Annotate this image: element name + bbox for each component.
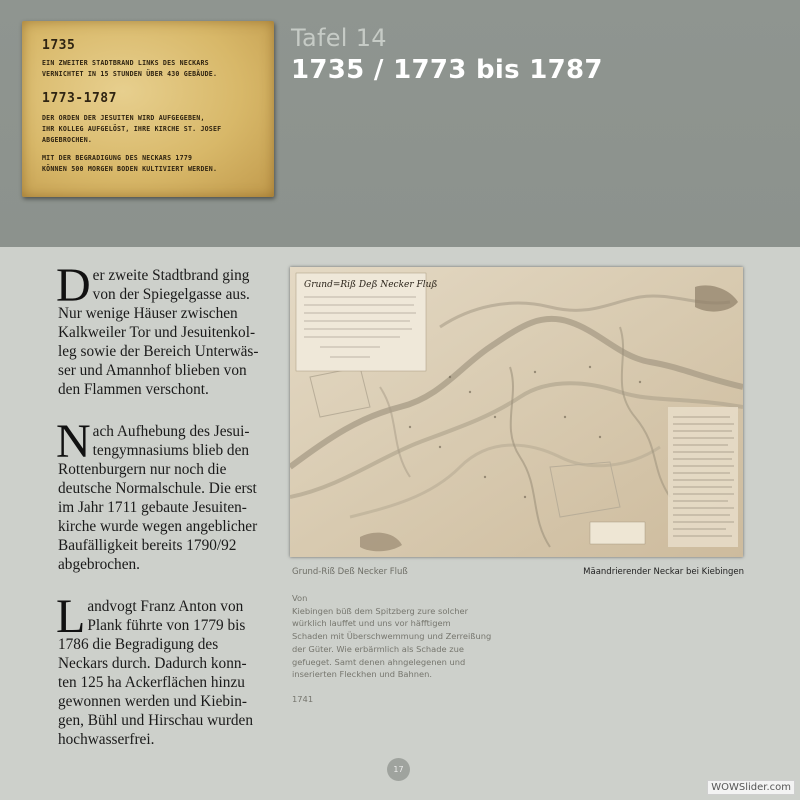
quote-line: Kiebingen büß dem Spitzberg zure solcher	[292, 605, 469, 616]
plaque-line: ABGEBROCHEN.	[42, 136, 93, 144]
plaque-year-1735: 1735	[42, 38, 76, 53]
plaque-line: EIN ZWEITER STADTBRAND LINKS DES NECKARS	[42, 59, 209, 67]
plaque-line: IHR KOLLEG AUFGELÖST, IHRE KIRCHE ST. JOSEF	[42, 125, 222, 133]
text-line: Plank führte von 1779 bis	[87, 617, 246, 634]
quote-line: würklich lauffet und uns vor häfftigem	[292, 618, 451, 629]
page-title: 1735 / 1773 bis 1787	[291, 55, 603, 85]
plaque-line: KÖNNEN 500 MORGEN BODEN KULTIVIERT WERDEN.	[42, 165, 218, 173]
quote-line: Schaden mit Überschwemmung und Zerreißung	[292, 631, 492, 642]
map-caption-left: Grund-Riß Deß Necker Fluß	[292, 567, 408, 577]
text-line: gen, Bühl und Hirschau wurden	[58, 712, 253, 729]
plaque-line: DER ORDEN DER JESUITEN WIRD AUFGEGEBEN,	[42, 114, 205, 122]
text-line: Neckars durch. Dadurch konn-	[58, 655, 247, 672]
text-line: kirche wurde wegen angeblicher	[58, 518, 258, 535]
text-line: andvogt Franz Anton von	[87, 598, 244, 615]
text-line: Kalkweiler Tor und Jesuitenkol-	[58, 324, 256, 341]
text-line: deutsche Normalschule. Die erst	[58, 480, 257, 497]
text-line: Nur wenige Häuser zwischen	[58, 305, 238, 322]
text-line: er zweite Stadtbrand ging	[92, 267, 250, 284]
plaque-year-1773: 1773-1787	[42, 91, 117, 106]
drop-cap: D	[56, 259, 91, 312]
text-line: tengymnasiums blieb den	[92, 442, 250, 459]
paragraph-jesuiten	[56, 415, 280, 574]
text-line: abgebrochen.	[58, 556, 140, 573]
paragraph-stadtbrand	[56, 259, 280, 399]
text-line: hochwasserfrei.	[58, 731, 155, 748]
text-line: 1786 die Begradigung des	[58, 636, 219, 653]
text-line: Rottenburgern nur noch die	[58, 461, 227, 478]
plaque-line: MIT DER BEGRADIGUNG DES NECKARS 1779	[42, 154, 193, 162]
quote-line: Von	[292, 593, 308, 603]
text-line: ach Aufhebung des Jesui-	[92, 423, 250, 440]
quote-line: gefueget. Samt denen ahngelegenen und	[292, 656, 466, 667]
historic-river-map	[290, 267, 743, 557]
text-line: ser und Amannhof blieben von	[58, 362, 247, 379]
map-title-script: Grund=Riß Deß Necker Fluß	[304, 280, 438, 290]
quote-year: 1741	[292, 693, 314, 704]
drop-cap: L	[56, 590, 86, 643]
watermark-link[interactable]: WOWSlider.com	[707, 780, 795, 795]
tafel-label: Tafel 14	[291, 24, 387, 52]
text-line: von der Spiegelgasse aus.	[92, 286, 250, 303]
quote-line: der Güter. Wie erbärmlich als Schade zue	[292, 643, 464, 654]
text-line: den Flammen verschont.	[58, 381, 209, 398]
text-line: leg sowie der Bereich Unterwäs-	[58, 343, 259, 360]
quote-line: inserierten Fleckhen und Bahnen.	[292, 669, 432, 680]
drop-cap: N	[56, 415, 91, 468]
plaque-line: VERNICHTET IN 15 STUNDEN ÜBER 430 GEBÄUDE.	[42, 70, 218, 78]
bronze-plaque	[22, 21, 274, 197]
map-quote	[292, 592, 532, 706]
text-line: gewonnen werden und Kiebin-	[58, 693, 248, 710]
map-caption-right: Mäandrierender Neckar bei Kiebingen	[583, 567, 744, 577]
text-line: Baufälligkeit bereits 1790/92	[58, 537, 237, 554]
page-number: 17	[387, 758, 410, 781]
text-line: im Jahr 1711 gebaute Jesuiten-	[58, 499, 247, 516]
text-line: ten 125 ha Ackerflächen hinzu	[58, 674, 245, 691]
map-drawing	[290, 267, 743, 557]
paragraph-begradigung	[56, 590, 280, 749]
